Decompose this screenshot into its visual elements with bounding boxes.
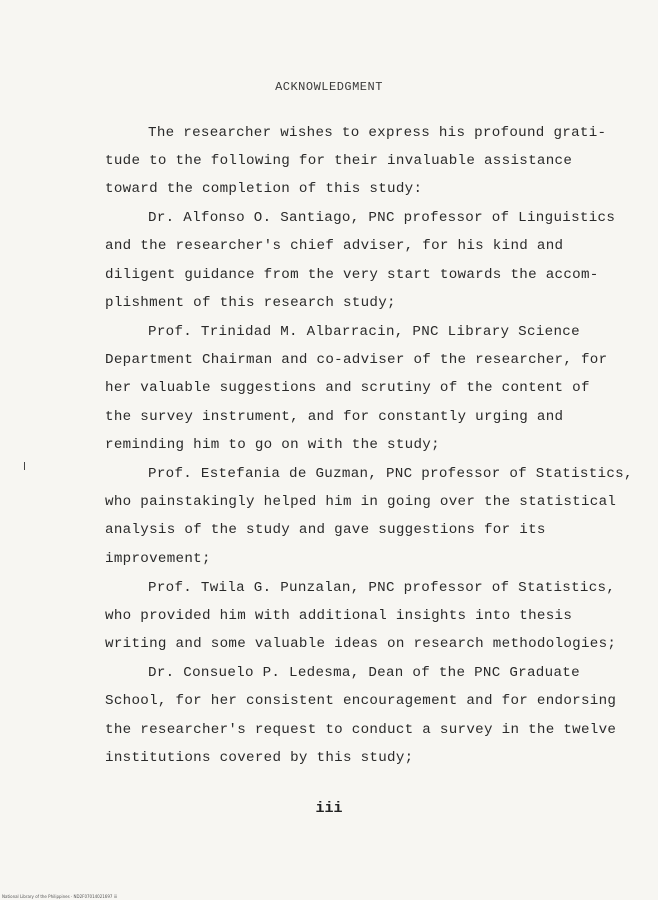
text-line: tude to the following for their invaluable assistance — [105, 153, 573, 169]
text-line: reminding him to go on with the study; — [105, 437, 440, 453]
text-line: who provided him with additional insights into thesis — [105, 608, 573, 624]
text-line: School, for her consistent encouragement and for endorsing — [105, 693, 617, 709]
text-line: Dr. Alfonso O. Santiago, PNC professor of Linguistics — [148, 210, 616, 226]
text-line: Prof. Estefania de Guzman, PNC professor of Statistics, — [148, 466, 633, 482]
text-line: diligent guidance from the very start towards the accom- — [105, 267, 599, 283]
margin-mark — [24, 462, 25, 470]
text-line: who painstakingly helped him in going over the statistical — [105, 494, 617, 510]
text-line: The researcher wishes to express his profound grati- — [148, 125, 607, 141]
text-line: writing and some valuable ideas on research methodologies; — [105, 636, 617, 652]
text-line: analysis of the study and gave suggestions for its — [105, 522, 546, 538]
page-number: iii — [315, 800, 343, 817]
text-line: toward the completion of this study: — [105, 181, 423, 197]
text-line: Dr. Consuelo P. Ledesma, Dean of the PNC Graduate — [148, 665, 580, 681]
text-line: Prof. Twila G. Punzalan, PNC professor of Statistics, — [148, 580, 616, 596]
text-line: the survey instrument, and for constantly urging and — [105, 409, 564, 425]
text-line: Department Chairman and co-adviser of the researcher, for — [105, 352, 608, 368]
text-line: her valuable suggestions and scrutiny of the content of — [105, 380, 590, 396]
text-line: the researcher's request to conduct a survey in the twelve — [105, 722, 617, 738]
text-line: plishment of this research study; — [105, 295, 396, 311]
page-heading: ACKNOWLEDGMENT — [275, 80, 383, 94]
text-line: and the researcher's chief adviser, for his kind and — [105, 238, 564, 254]
footer-caption: National Library of the Philippines · ND2F07014021697 iii — [2, 894, 118, 899]
text-line: institutions covered by this study; — [105, 750, 414, 766]
text-line: improvement; — [105, 551, 211, 567]
text-line: Prof. Trinidad M. Albarracin, PNC Library Science — [148, 324, 580, 340]
